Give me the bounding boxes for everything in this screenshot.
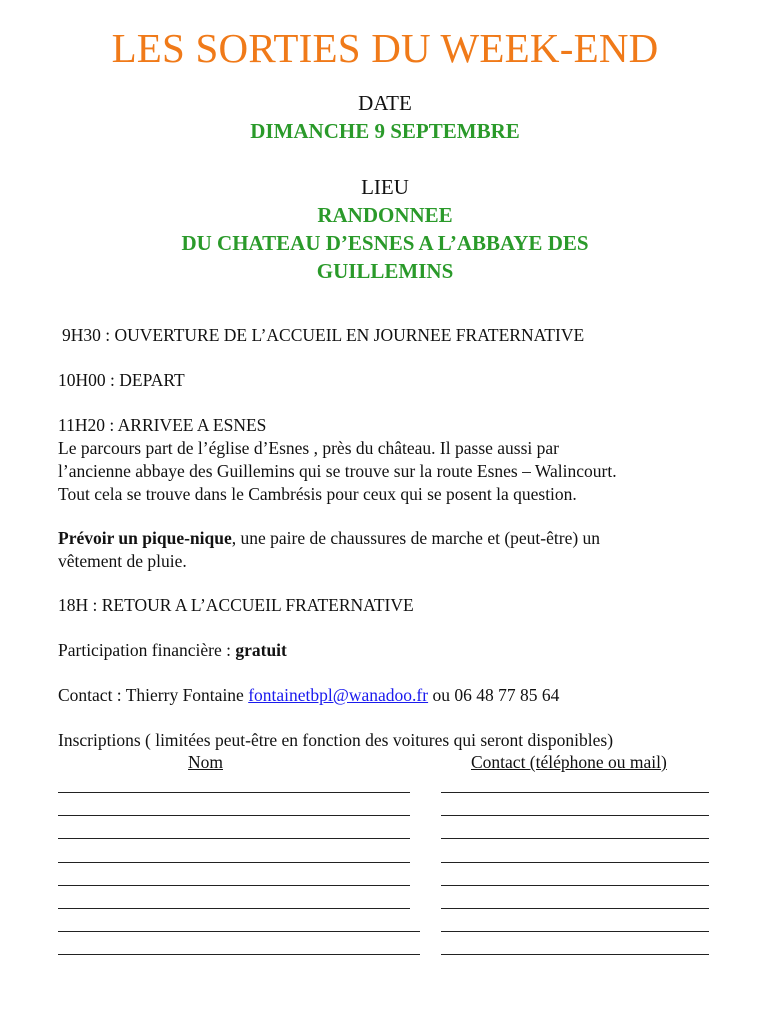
prevoir-line-2: vêtement de pluie. — [58, 551, 187, 571]
inscriptions-text: Inscriptions ( limitées peut-être en fonction des voitures qui seront disponibles) — [58, 730, 614, 750]
lieu-label: LIEU — [361, 175, 409, 199]
schedule-retour: 18H : RETOUR A L’ACCUEIL FRATERNATIVE — [58, 595, 414, 615]
signup-line-nom[interactable] — [58, 885, 410, 886]
prevoir-rest: , une paire de chaussures de marche et (peut-être) un — [231, 528, 601, 548]
column-header-contact: Contact (téléphone ou mail) — [471, 752, 667, 772]
page-title: LES SORTIES DU WEEK-END — [111, 25, 659, 71]
route-description-2: l’ancienne abbaye des Guillemins qui se trouve sur la route Esnes – Walincourt. — [58, 461, 617, 481]
contact-line — [58, 684, 738, 707]
route-description-3: Tout cela se trouve dans le Cambrésis pour ceux qui se posent la question. — [58, 484, 577, 504]
signup-line-nom[interactable] — [58, 862, 410, 863]
route-description-1: Le parcours part de l’église d’Esnes , près du château. Il passe aussi par — [58, 438, 559, 458]
lieu-line-2: DU CHATEAU D’ESNES A L’ABBAYE DES — [181, 231, 589, 255]
date-label: DATE — [358, 91, 412, 115]
schedule-accueil: 9H30 : OUVERTURE DE L’ACCUEIL EN JOURNEE FRATERNATIVE — [62, 325, 585, 345]
signup-line-nom[interactable] — [58, 792, 410, 793]
signup-line-contact[interactable] — [441, 838, 709, 839]
prevoir-bold: Prévoir un pique-nique — [58, 528, 232, 548]
contact-email-link[interactable]: fontainetbpl@wanadoo.fr — [248, 685, 429, 705]
participation-line — [58, 639, 738, 662]
signup-line-nom[interactable] — [58, 815, 410, 816]
date-value: DIMANCHE 9 SEPTEMBRE — [250, 119, 520, 143]
signup-line-nom[interactable] — [58, 954, 420, 955]
lieu-line-3: GUILLEMINS — [316, 259, 454, 283]
signup-line-contact[interactable] — [441, 931, 709, 932]
schedule-depart: 10H00 : DEPART — [58, 370, 185, 390]
signup-line-nom[interactable] — [58, 931, 420, 932]
signup-line-contact[interactable] — [441, 792, 709, 793]
schedule-arrivee: 11H20 : ARRIVEE A ESNES — [58, 415, 267, 435]
lieu-line-1: RANDONNEE — [317, 203, 453, 227]
column-header-nom: Nom — [188, 752, 223, 772]
signup-line-contact[interactable] — [441, 885, 709, 886]
participation-label: Participation financière : — [58, 640, 236, 660]
contact-phone: ou 06 48 77 85 64 — [428, 685, 560, 705]
contact-label: Contact : Thierry Fontaine — [58, 685, 249, 705]
signup-line-nom[interactable] — [58, 908, 410, 909]
signup-line-contact[interactable] — [441, 908, 709, 909]
signup-line-contact[interactable] — [441, 862, 709, 863]
signup-line-nom[interactable] — [58, 838, 410, 839]
prevoir-line-1 — [58, 527, 738, 550]
participation-value: gratuit — [235, 640, 287, 660]
signup-line-contact[interactable] — [441, 815, 709, 816]
signup-line-contact[interactable] — [441, 954, 709, 955]
